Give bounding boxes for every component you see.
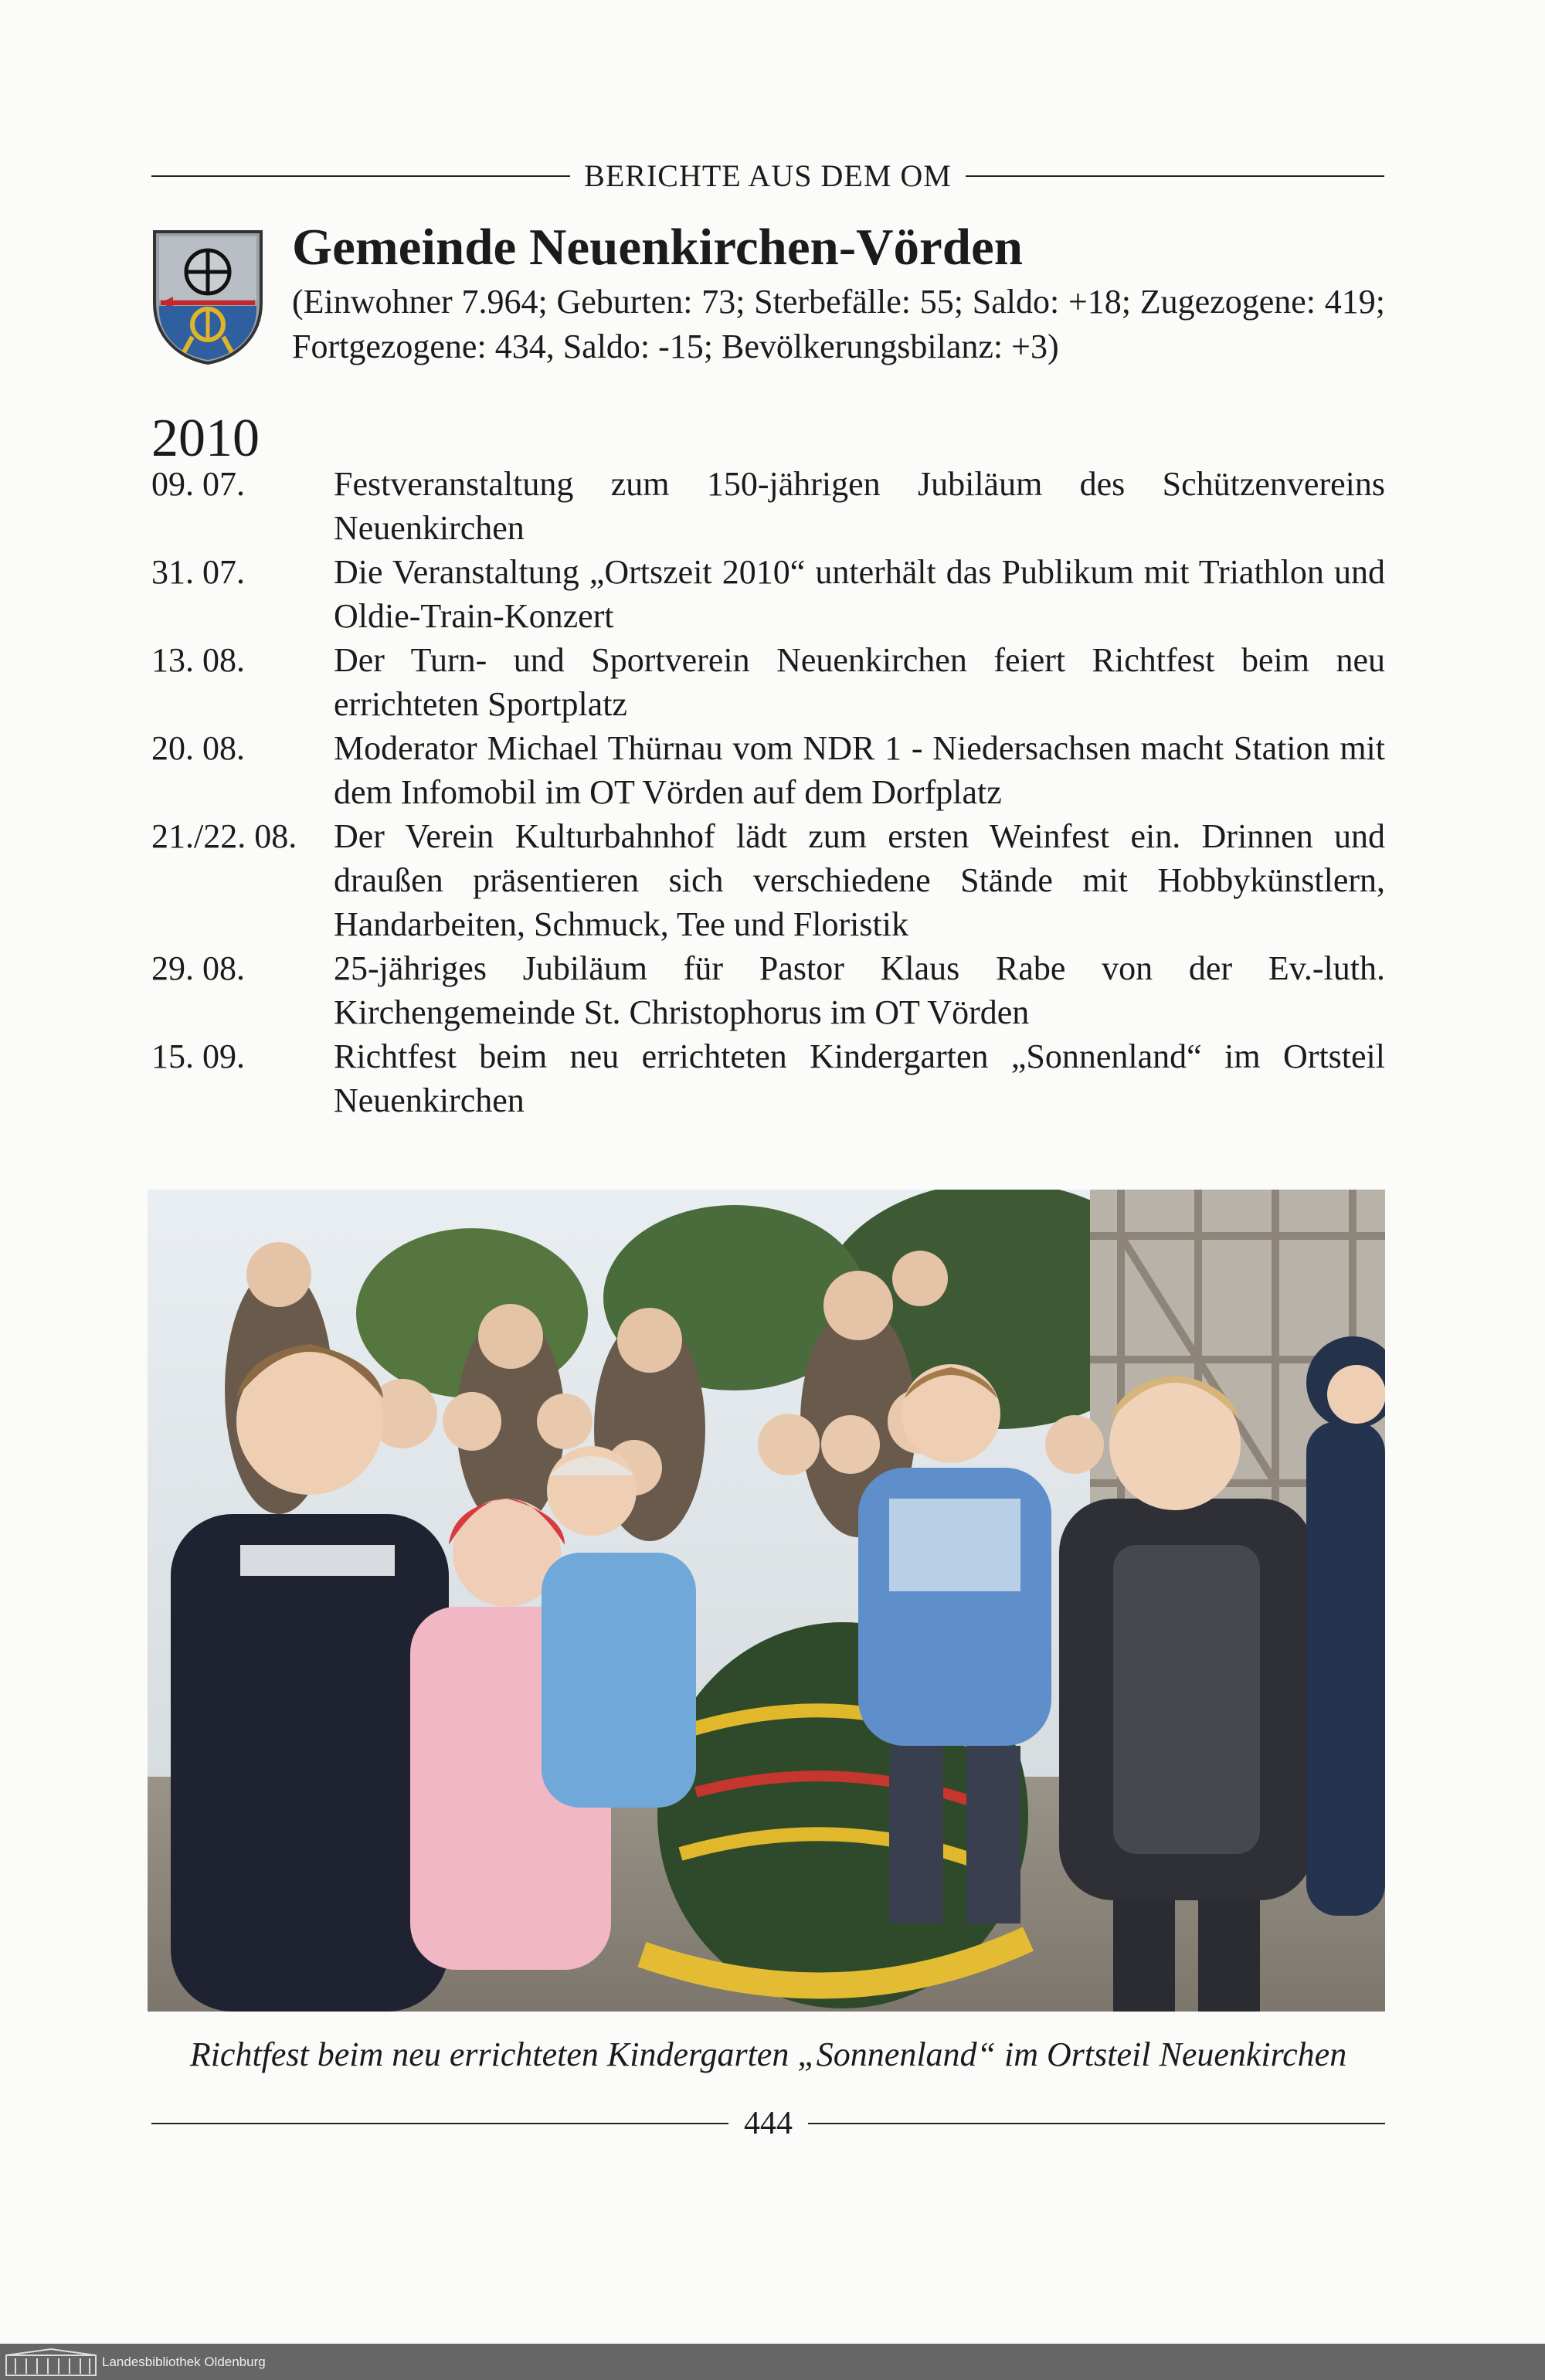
entry-date: 31. 07.: [151, 553, 245, 591]
entry-date: 13. 08.: [151, 641, 245, 679]
entry-date: 15. 09.: [151, 1037, 245, 1075]
library-name: Landesbibliothek Oldenburg: [102, 2354, 266, 2369]
chronicle-year: 2010: [151, 409, 260, 468]
photo-caption: Richtfest beim neu errichteten Kindergarten „Sonnenland“ im Ortsteil Neuenkirchen: [189, 2035, 1347, 2073]
page-number: 444: [744, 2106, 793, 2141]
coat-of-arms-icon: [151, 229, 264, 365]
chronicle-entry: [151, 1034, 1385, 1122]
library-building-icon: [5, 2348, 97, 2377]
population-stats: (Einwohner 7.964; Geburten: 73; Sterbefälle: 55; Saldo: +18; Zugezogene: 419; Fortgezogene: 434, Saldo: -15; Bevölkerungsbilanz: +3): [292, 283, 1385, 365]
entry-date: 20. 08.: [151, 729, 245, 767]
footer-rule-left: [151, 2123, 728, 2124]
chronicle-entry: [151, 550, 1385, 638]
page-footer: [151, 2097, 1385, 2151]
kindergarten-group-photo: [148, 1190, 1385, 2012]
municipality-header: [292, 215, 1385, 369]
chronicle-entry: [151, 726, 1385, 814]
header-rule-right: [966, 175, 1384, 177]
library-watermark-bar: [0, 2344, 1545, 2380]
running-header: [151, 153, 1384, 199]
entry-text: Moderator Michael Thürnau vom NDR 1 - Niedersachsen macht Station mit dem Infomobil im OT Vörden auf dem Dorfplatz: [334, 729, 1385, 811]
entry-text: 25-jähriges Jubiläum für Pastor Klaus Rabe von der Ev.-luth. Kirchengemeinde St. Christophorus im OT Vörden: [334, 949, 1385, 1031]
footer-rule-right: [808, 2123, 1385, 2124]
chronicle-entry: [151, 462, 1385, 550]
entry-text: Der Verein Kulturbahnhof lädt zum ersten Weinfest ein. Drinnen und draußen präsentieren sich verschiedene Stände mit Hobbykünstlern, Handarbeiten, Schmuck, Tee und Floristik: [334, 817, 1385, 943]
chronicle-entry: [151, 638, 1385, 726]
municipality-title: Gemeinde Neuenkirchen-Vörden: [292, 219, 1024, 276]
entry-text: Richtfest beim neu errichteten Kindergarten „Sonnenland“ im Ortsteil Neuenkirchen: [334, 1037, 1385, 1119]
header-rule-left: [151, 175, 570, 177]
entry-text: Festveranstaltung zum 150-jährigen Jubiläum des Schützenvereins Neuenkirchen: [334, 465, 1385, 547]
photo-illustration: [148, 1190, 1385, 2012]
running-title: BERICHTE AUS DEM OM: [584, 158, 952, 193]
entry-date: 29. 08.: [151, 949, 245, 987]
chronicle-entry: [151, 946, 1385, 1034]
entry-text: Der Turn- und Sportverein Neuenkirchen feiert Richtfest beim neu errichteten Sportplatz: [334, 641, 1385, 723]
entry-text: Die Veranstaltung „Ortszeit 2010“ unterhält das Publikum mit Triathlon und Oldie-Train-Konzert: [334, 553, 1385, 635]
entry-date: 21./22. 08.: [151, 817, 297, 855]
entry-date: 09. 07.: [151, 465, 245, 503]
chronicle-entry: [151, 814, 1385, 946]
chronicle-list: [151, 462, 1385, 1122]
